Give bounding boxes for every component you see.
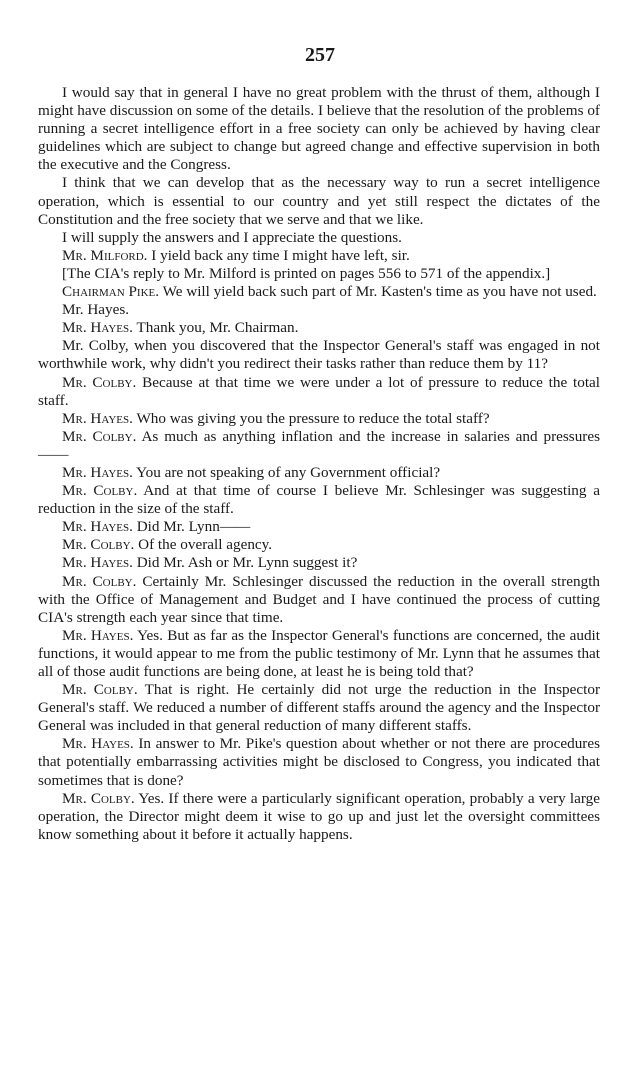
paragraph [38,410,600,428]
paragraph [38,374,600,410]
speaker-name: Mr. Milford. [62,246,148,264]
speaker-name: Mr. Colby. [62,482,138,500]
speaker-name: Mr. Colby. [62,681,138,699]
speaker-name: Mr. Hayes. [62,409,133,427]
paragraph-text: Yes. But as far as the Inspector General's functions are concerned, the audit functions, it would appear to me from the public testimony of Mr. Lynn that he assumes that all of those audit functions are being done, at least he is being told that? [38,626,600,680]
paragraph [38,518,600,536]
paragraph [38,482,600,518]
paragraph [38,536,600,554]
paragraph-text: I yield back any time I might have left, sir. [151,246,410,264]
paragraph-text: I would say that in general I have no great problem with the thrust of them, although I might have discussion on some of the details. I believe that the resolution of the problems of running a secret intelligence effort in a free society can only be achieved by having clear guidelines which are subject to change but agreed change and effective supervision in both the executive and the Congress. [38,84,600,174]
paragraph [38,464,600,482]
speaker-name: Chairman Pike. [62,283,160,301]
speaker-name: Mr. Colby. [62,536,135,554]
paragraph-text: Certainly Mr. Schlesinger discussed the reduction in the overall strength with the Office of Management and Budget and I have continued the process of cutting CIA's strength each year since that time. [38,572,601,626]
paragraph-text: I will supply the answers and I appreciate the questions. [62,228,402,246]
paragraph-text: [The CIA's reply to Mr. Milford is printed on pages 556 to 571 of the appendix.] [62,264,551,282]
paragraph [38,247,600,265]
speaker-name: Mr. Hayes. [62,554,133,572]
paragraph [38,428,600,464]
paragraph-text: I think that we can develop that as the necessary way to run a secret intelligence operation, which is essential to our country and yet still respect the dictates of the Constitution and the free society that we serve and that we like. [38,174,600,228]
paragraph-text: Thank you, Mr. Chairman. [136,319,299,337]
speaker-name: Mr. Hayes. [62,518,133,536]
speaker-name: Mr. Colby. [62,373,137,391]
speaker-name: Mr. Colby. [62,427,137,445]
paragraph [38,573,600,627]
paragraph [38,735,600,789]
paragraph-text: In answer to Mr. Pike's question about whether or not there are procedures that potentially embarrassing activities might be disclosed to Congress, you indicated that sometimes that is done? [38,735,600,789]
paragraph [38,627,600,681]
paragraph [38,681,600,735]
speaker-name: Mr. Hayes. [62,626,134,644]
paragraph-text: Who was giving you the pressure to reduce the total staff? [136,409,490,427]
paragraph-text: Did Mr. Lynn—— [136,518,251,536]
paragraph [38,84,600,174]
paragraph [38,265,600,283]
paragraph [38,283,600,301]
paragraph [38,554,600,572]
speaker-name: Mr. Colby. [62,789,135,807]
paragraph-text: We will yield back such part of Mr. Kasten's time as you have not used. [162,283,597,301]
paragraph-text: And at that time of course I believe Mr. Schlesinger was suggesting a reduction in the size of the staff. [38,482,600,518]
speaker-name: Mr. Colby. [62,572,137,590]
speaker-name: Mr. Hayes. [62,735,134,753]
paragraph [38,337,600,373]
page-number: 257 [305,44,335,66]
paragraph-text: As much as anything inflation and the increase in salaries and pressures—— [38,427,600,463]
speaker-name: Mr. Hayes. [62,463,133,481]
paragraph [38,319,600,337]
paragraph-text: Did Mr. Ash or Mr. Lynn suggest it? [136,554,358,572]
paragraph-text: Mr. Hayes. [62,301,130,319]
document-body [38,84,600,844]
paragraph-text: Of the overall agency. [138,536,273,554]
paragraph [38,229,600,247]
paragraph-text: You are not speaking of any Government official? [136,463,441,481]
paragraph [38,174,600,228]
paragraph-text: Yes. If there were a particularly significant operation, probably a very large operation, the Director might deem it wise to go up and just let the oversight committees know something about it before it actually happens. [38,789,600,843]
paragraph [38,301,600,319]
speaker-name: Mr. Hayes. [62,319,133,337]
paragraph-text: Mr. Colby, when you discovered that the Inspector General's staff was engaged in not worthwhile work, why didn't you redirect their tasks rather than reduce them by 11? [38,337,600,373]
paragraph-text: Because at that time we were under a lot of pressure to reduce the total staff. [38,373,600,409]
paragraph [38,790,600,844]
paragraph-text: That is right. He certainly did not urge the reduction in the Inspector General's staff. We reduced a number of different staffs around the agency and the Inspector General was included in that general reduction of many different staffs. [38,681,600,735]
